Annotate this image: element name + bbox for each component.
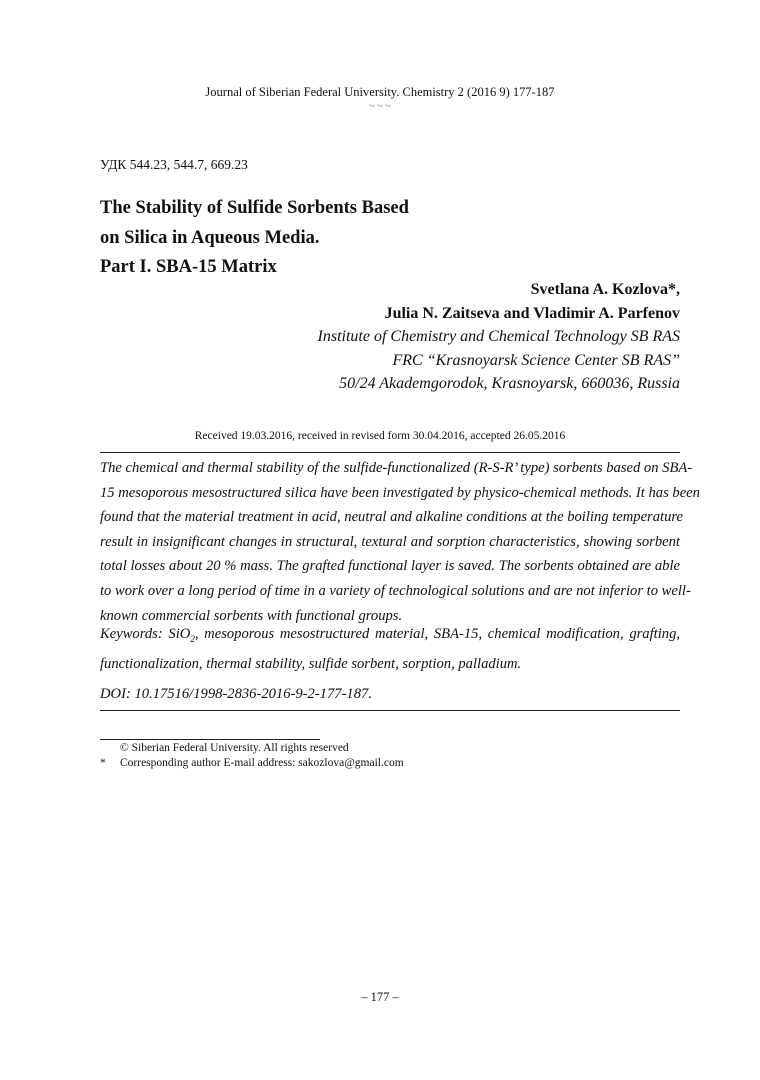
footnote-divider: [100, 739, 320, 740]
divider: [100, 452, 680, 453]
abstract-line: found that the material treatment in acid, neutral and alkaline conditions at the boiling temperature: [100, 509, 684, 526]
affiliation-line: 50/24 Akademgorodok, Krasnoyarsk, 660036, Russia: [339, 375, 680, 392]
received-dates: Received 19.03.2016, received in revised form 30.04.2016, accepted 26.05.2016: [194, 430, 566, 442]
subscript: 2: [190, 633, 195, 644]
abstract-line: known commercial sorbents with functional groups.: [100, 607, 403, 624]
abstract-line: to work over a long period of time in a variety of technological solutions and are not inferior to well-: [100, 582, 691, 599]
affiliation: [318, 325, 680, 396]
affiliation-line: Institute of Chemistry and Chemical Technology SB RAS: [317, 328, 680, 345]
footnote-star: *: [100, 757, 106, 769]
abstract-line: result in insignificant changes in structural, textural and sorption characteristics, showing sorbent: [100, 533, 680, 550]
title-line: The Stability of Sulfide Sorbents Based: [100, 198, 409, 218]
title-line: Part I. SBA-15 Matrix: [100, 257, 277, 277]
keywords: [100, 622, 680, 676]
authors: [385, 278, 680, 326]
keywords-line: [100, 622, 680, 652]
journal-header: Journal of Siberian Federal University. Chemistry 2 (2016 9) 177-187: [205, 85, 555, 99]
divider: [100, 710, 680, 711]
corresponding-author: Corresponding author E-mail address: sakozlova@gmail.com: [120, 757, 404, 769]
header-ornament: ~ ~ ~: [369, 101, 391, 112]
udk-code: УДК 544.23, 544.7, 669.23: [100, 157, 248, 172]
abstract-line: The chemical and thermal stability of the sulfide-functionalized (R-S-R’ type) sorbents based on SBA-: [100, 460, 693, 476]
title-line: on Silica in Aqueous Media.: [100, 227, 320, 248]
keywords-line: functionalization, thermal stability, sulfide sorbent, sorption, palladium.: [100, 655, 522, 672]
page-number: – 177 –: [361, 990, 399, 1004]
abstract: [100, 456, 700, 628]
affiliation-line: FRC “Krasnoyarsk Science Center SB RAS”: [392, 351, 680, 369]
author-line: Svetlana A. Kozlova*,: [530, 281, 680, 298]
abstract-line: 15 mesoporous mesostructured silica have been investigated by physico-chemical methods. It has been: [100, 484, 700, 501]
abstract-line: total losses about 20 % mass. The grafted functional layer is saved. The sorbents obtained are able: [100, 558, 680, 575]
article-title: [100, 194, 409, 283]
keywords-prefix: Keywords: SiO: [100, 626, 191, 642]
copyright-note: © Siberian Federal University. All rights reserved: [120, 742, 349, 754]
keywords-text: , mesoporous mesostructured material, SBA-15, chemical modification, grafting,: [194, 626, 681, 642]
doi[interactable]: DOI: 10.17516/1998-2836-2016-9-2-177-187.: [100, 686, 372, 702]
author-line: Julia N. Zaitseva and Vladimir A. Parfenov: [384, 305, 680, 322]
